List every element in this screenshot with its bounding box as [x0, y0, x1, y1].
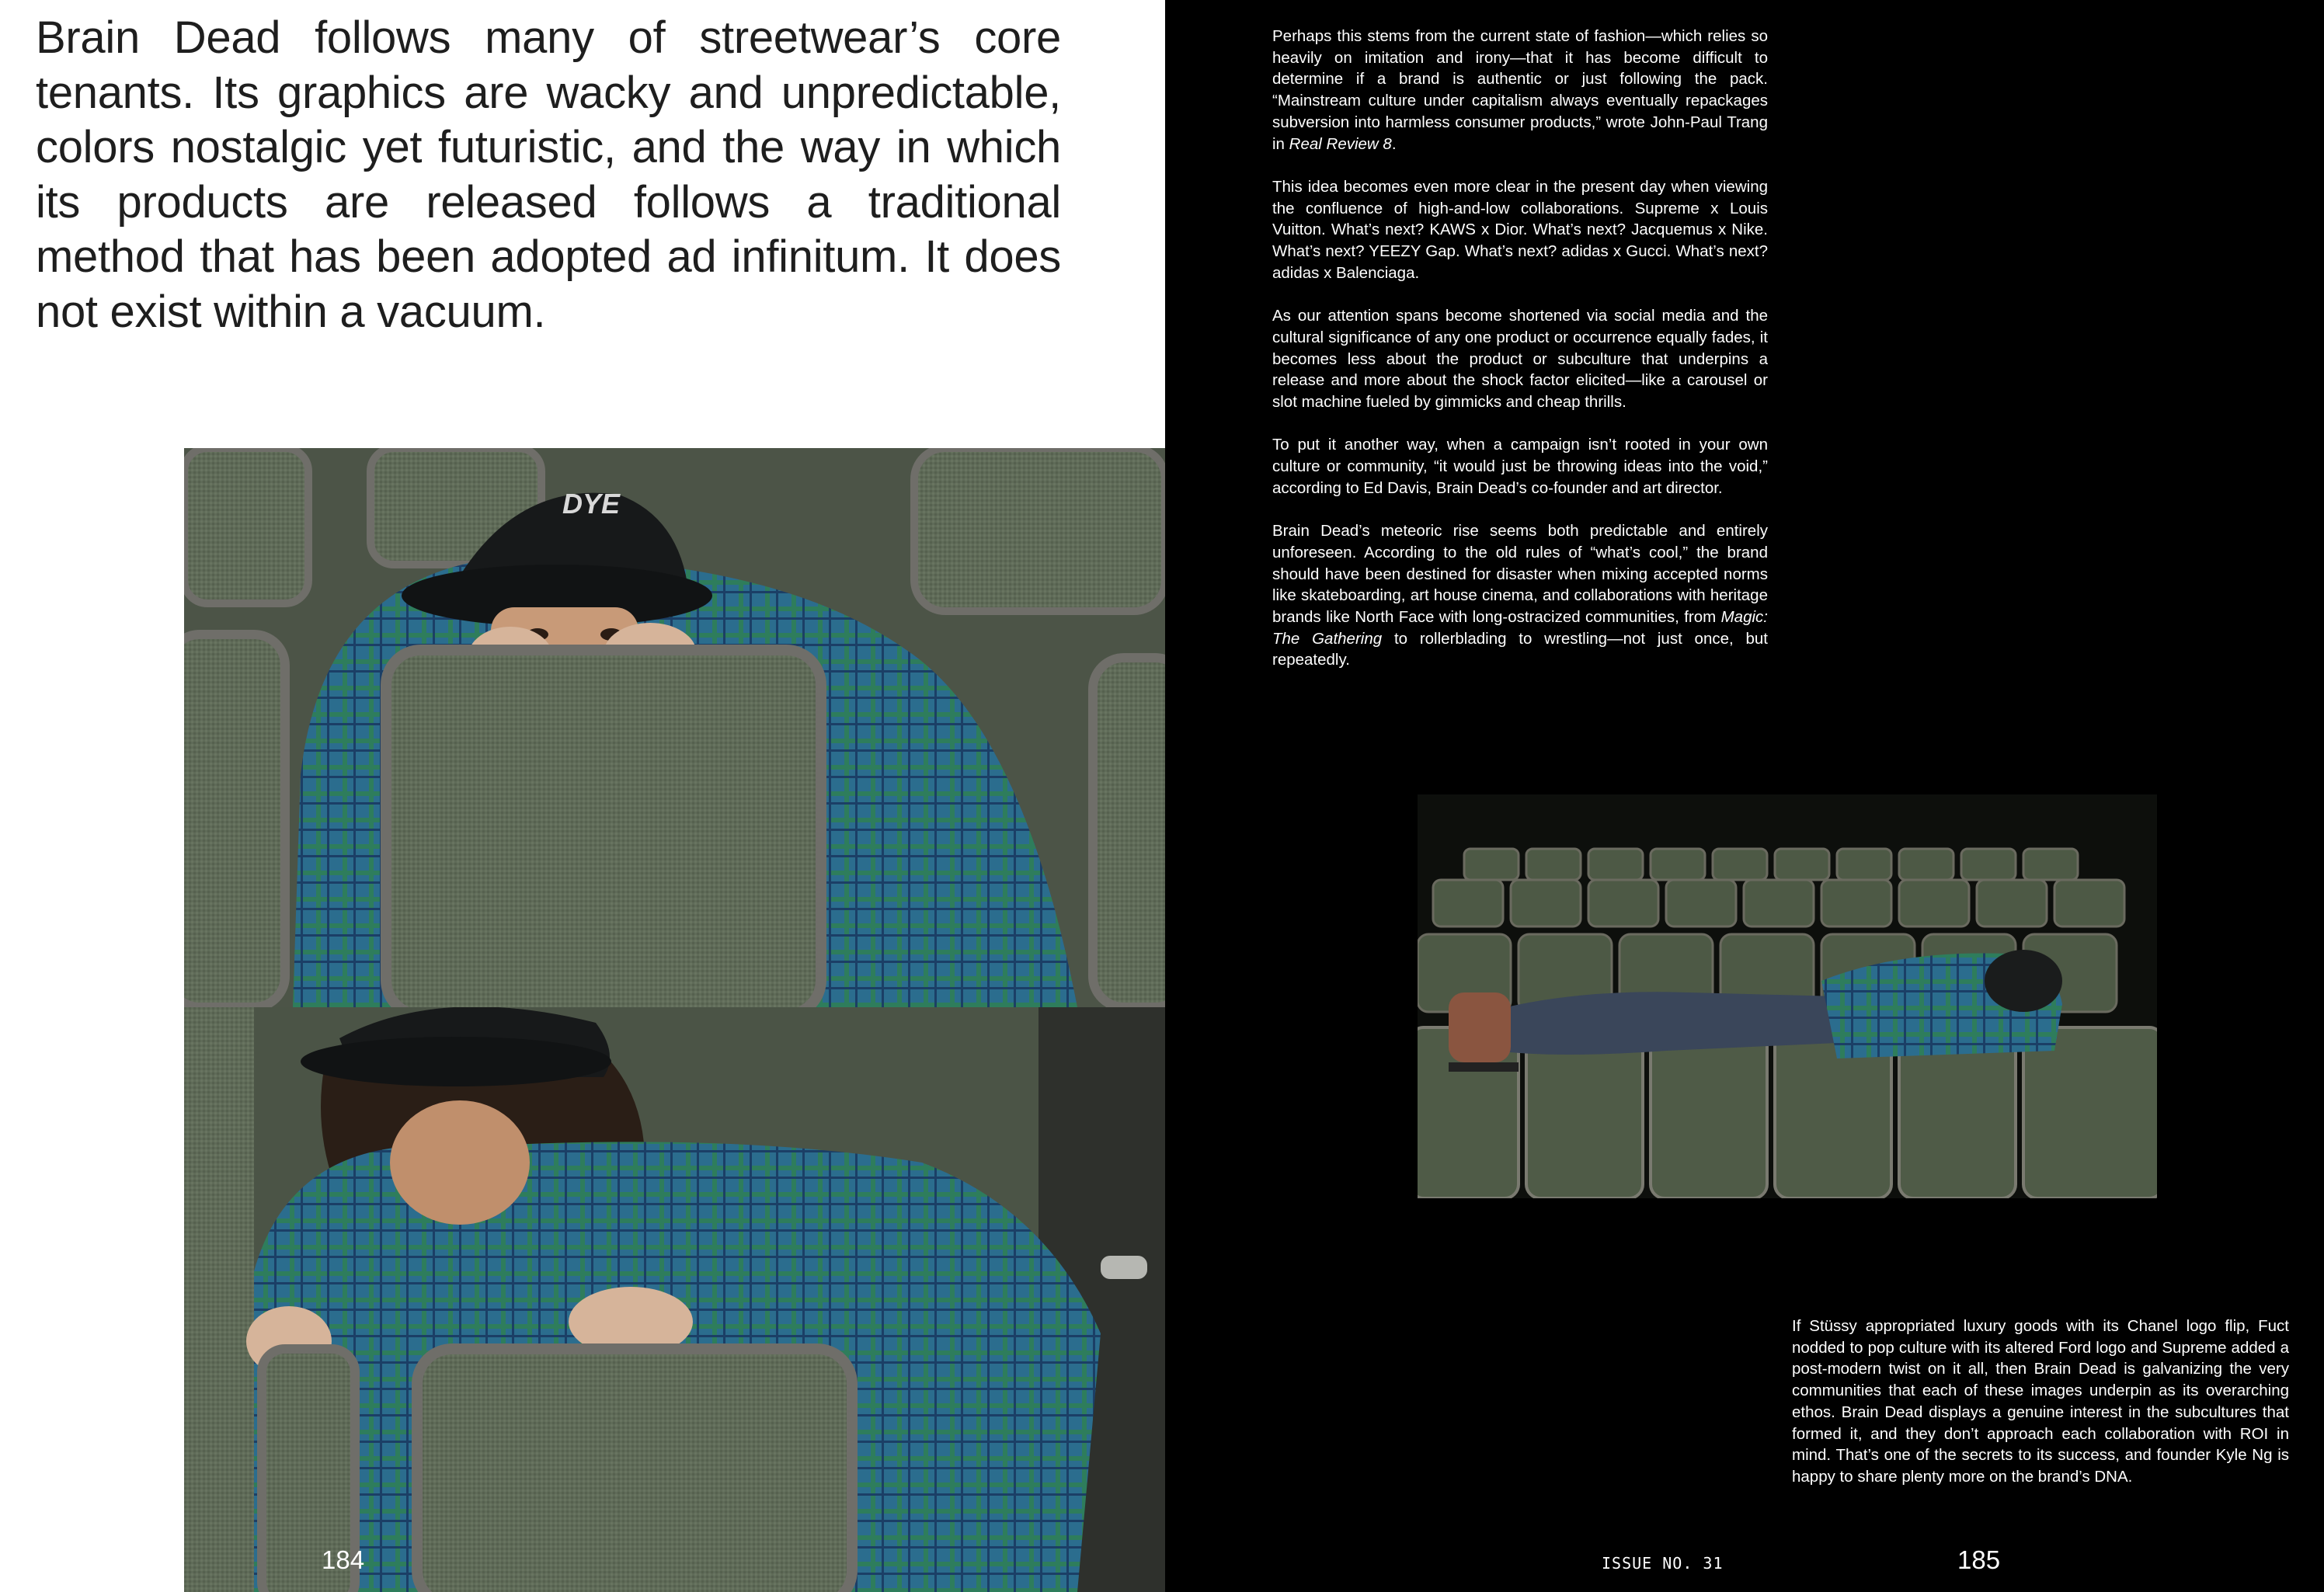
page-number-right: 185 [1957, 1545, 2001, 1574]
body-text-column [1272, 26, 1768, 693]
italic-title: Real Review 8 [1289, 134, 1392, 153]
paragraph-1: Perhaps this stems from the current state of fashion—which relies so heavily on imitation and irony—that it has become difficult to determine if a brand is authentic or just following the pack. “Mainstream culture under capitalism always eventually repackages subversion into harmless consumer products,” wrote John-Paul Trang in Real Review 8. [1272, 27, 1768, 153]
photo-man-lying-across-seats [1418, 794, 2157, 1198]
page-number-left: 184 [322, 1545, 365, 1574]
paragraph-3: As our attention spans become shortened via social media and the cultural significance of any one product or occurrence equally fades, it becomes less about the product or subculture that underpins a release and more about the shock factor elicited—like a carousel or slot machine fueled by gimmicks and cheap thrills. [1272, 307, 1768, 411]
photo-man-laughing-behind-seat [184, 1007, 1165, 1592]
paragraph-5: Brain Dead’s meteoric rise seems both predictable and entirely unforeseen. According to the old rules of “what’s cool,” the brand should have been destined for disaster when mixing accepted norms like skateboarding, art house cinema, and collaborations with heritage brands like North Face with long-ostracized communities, from Magic: The Gathering to rollerblading to wrestling—not just once, but repeatedly. [1272, 522, 1768, 669]
paragraph-2: This idea becomes even more clear in the present day when viewing the confluence of high-and-low collaborations. Supreme x Louis Vuitton. What’s next? KAWS x Dior. What’s next? Jacquemus x Nike. What’s next? YEEZY Gap. What’s next? adidas x Gucci. What’s next? adidas x Balenciaga. [1272, 177, 1768, 282]
issue-label: ISSUE NO. 31 [1602, 1554, 1724, 1573]
photo-man-peeking-over-seat [184, 448, 1165, 1007]
pull-quote: Brain Dead follows many of streetwear’s core tenants. Its graphics are wacky and unpredictable, colors nostalgic yet futuristic, and the way in which its products are released follows a traditional method that has been adopted ad infinitum. It does not exist within a vacuum. [36, 12, 1061, 337]
paragraph-4: To put it another way, when a campaign isn’t rooted in your own culture or community, “it would just be throwing ideas into the void,” according to Ed Davis, Brain Dead’s co-founder and art director. [1272, 436, 1768, 497]
hat-logo: DYE [562, 488, 621, 520]
closing-paragraph: If Stüssy appropriated luxury goods with its Chanel logo flip, Fuct nodded to pop culture with its altered Ford logo and Supreme added a post-modern twist on it all, then Brain Dead is galvanizing the very communities that each of these images underpin as its overarching ethos. Brain Dead displays a genuine interest in the subcultures that formed it, and they don’t approach each collaboration with ROI in mind. That’s one of the secrets to its success, and founder Kyle Ng is happy to share plenty more on the brand’s DNA. [1792, 1317, 2289, 1486]
italic-title: Magic: The Gathering [1272, 607, 1768, 648]
